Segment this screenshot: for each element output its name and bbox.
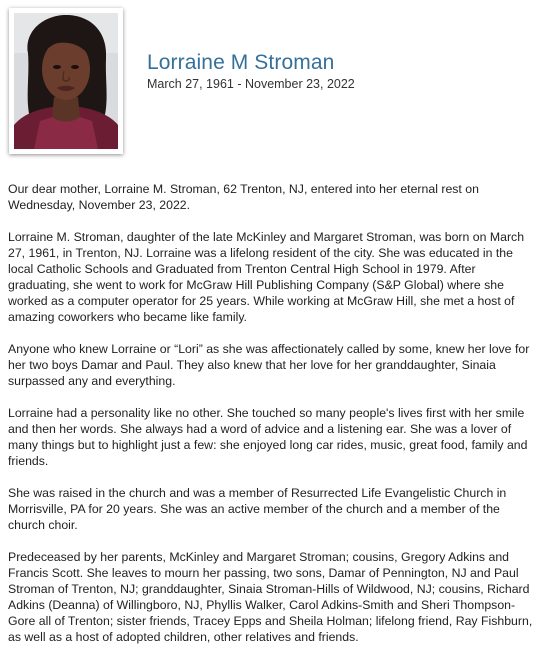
paragraph: Lorraine M. Stroman, daughter of the late McKinley and Margaret Stroman, was born on March 27, 1961, in Trenton, NJ. Lorraine was a lifelong resident of the city. She was educated in the local Catholic Schools and Graduated from Trenton Central High School in 1979. After graduating, she went to work for McGraw Hill Publishing Company (S&P Global) where she worked as a computer operator for 25 years. While working at McGraw Hill, she met a host of amazing coworkers who became like family. xyxy=(8,230,525,324)
paragraph: Predeceased by her parents, McKinley and Margaret Stroman; cousins, Gregory Adkins and Francis Scott. She leaves to mourn her passing, two sons, Damar of Pennington, NJ and Paul Stroman of Trenton, NJ; granddaughter, Sinaia Stroman-Hills of Wildwood, NJ; cousins, Richard Adkins (Deanna) of Willingboro, NJ, Phyllis Walker, Carol Adkins-Smith and Sheri Thompson-Gore all of Trenton; sister friends, Tracey Epps and Sheila Holman; lifelong friend, Ray Fishburn, as well as a host of adopted children, other relatives and friends. xyxy=(8,550,533,644)
deceased-name: Lorraine M Stroman xyxy=(147,51,335,74)
paragraph: She was raised in the church and was a member of Resurrected Life Evangelistic Church in Morrisville, PA for 20 years. She was an active member of the church and a member of the church choir. xyxy=(8,486,507,532)
obituary-text xyxy=(8,181,536,661)
portrait-photo xyxy=(14,13,118,149)
paragraph: Our dear mother, Lorraine M. Stroman, 62 Trenton, NJ, entered into her eternal rest on Wednesday, November 23, 2022. xyxy=(8,182,479,212)
paragraph: Anyone who knew Lorraine or “Lori” as she was affectionately called by some, knew her love for her two boys Damar and Paul. They also knew that her love for her granddaughter, Sinaia surpassed any and everything. xyxy=(8,342,530,388)
life-dates: March 27, 1961 - November 23, 2022 xyxy=(147,77,355,91)
portrait-photo-frame xyxy=(9,8,123,154)
obituary-header xyxy=(0,0,540,170)
paragraph: Lorraine had a personality like no other. She touched so many people's lives first with her smile and then her words. She always had a word of advice and a listening ear. She was a lover of many things but to highlight just a few: she enjoyed long car rides, music, great food, family and friends. xyxy=(8,406,528,468)
